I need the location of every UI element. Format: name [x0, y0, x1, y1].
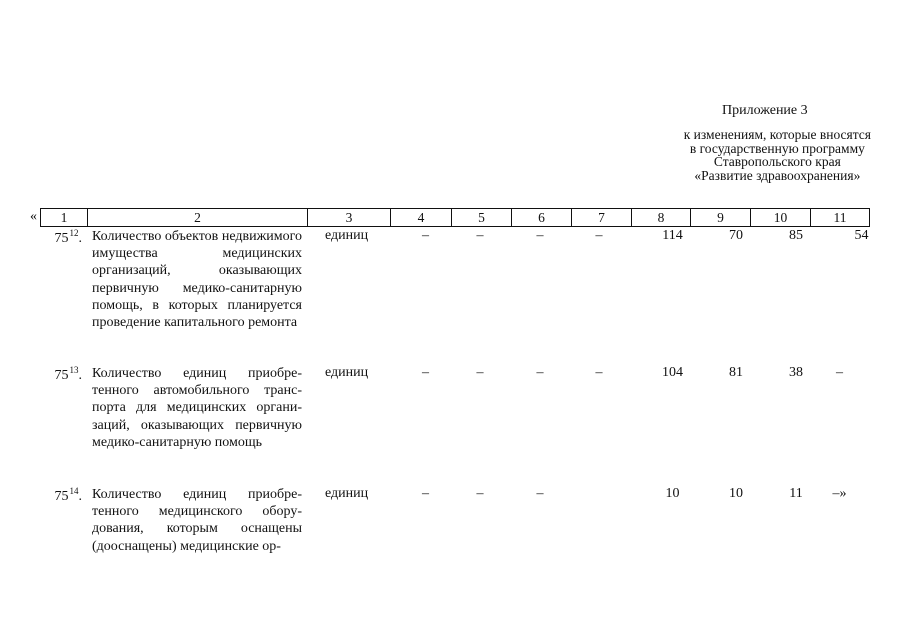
header-cell-1: 1 [60, 210, 68, 225]
row-unit: единиц [325, 365, 369, 380]
row-cell-11: –» [832, 486, 847, 501]
header-cell-7: 7 [571, 209, 631, 226]
row-indicator-name: Количество единиц приобретенного автомобильного транспорта для медицинских организаций, оказывающих первичную медико-санитарную помощь [92, 366, 302, 450]
header-cell-2: 2 [87, 209, 307, 226]
header-cell-5: 5 [451, 209, 511, 226]
row-cell-8: 114 [662, 228, 683, 243]
row-cell-5: – [476, 365, 484, 380]
row-cell-7: – [595, 228, 603, 243]
row-cell-5: – [476, 228, 484, 243]
row-cell-6: – [536, 365, 544, 380]
row-cell-4: – [422, 486, 429, 501]
appendix-line: в государственную программу [689, 140, 865, 156]
table-open-quote: « [30, 209, 37, 224]
row-number: $75^{14}$. [54, 486, 82, 504]
appendix-title: Приложение 3 [722, 103, 808, 118]
row-cell-5: – [476, 486, 484, 501]
row-cell-10: 38 [789, 365, 803, 380]
row-cell-6: – [536, 486, 544, 501]
row-cell-9: 10 [729, 486, 743, 501]
row-indicator-name: Количество объектов недвижимого имущества медицинских организаций, оказывающих первичную медико-санитарную помощь, в которых планируется проведение капитального ремонта [92, 229, 302, 331]
appendix-line: к изменениям, которые вносятся [683, 127, 871, 142]
appendix-line: Ставропольского края [713, 154, 841, 169]
row-cell-8: 104 [662, 365, 683, 380]
row-cell-8: 10 [665, 486, 680, 501]
row-unit: единиц [325, 228, 369, 243]
row-number: $75^{13}$. [54, 365, 82, 383]
header-cell-3: 3 [307, 209, 390, 226]
row-cell-4: – [422, 365, 429, 380]
row-cell-7: – [595, 365, 603, 380]
row-cell-11: – [836, 365, 843, 380]
table-header-row [40, 208, 870, 227]
row-cell-10: 85 [789, 228, 803, 243]
row-cell-4: – [422, 228, 429, 243]
row-cell-9: 70 [729, 228, 743, 243]
header-cell-11: 11 [810, 209, 869, 226]
row-cell-6: – [536, 228, 544, 243]
header-cell-9: 9 [690, 209, 750, 226]
appendix-block [0, 0, 905, 190]
appendix-subtitle [684, 128, 871, 182]
header-cell-6: 6 [511, 209, 571, 226]
row-unit: единиц [325, 486, 369, 501]
row-number: $75^{12}$. [54, 228, 82, 246]
row-cell-11: 54 [854, 228, 869, 243]
header-cell-4: 4 [390, 209, 451, 226]
header-cell-10: 10 [750, 209, 810, 226]
appendix-line: «Развитие здравоохранения» [694, 167, 861, 183]
row-indicator-name: Количество единиц приобретенного медицинского оборудования, которым оснащены (дооснащены) медицинские ор- [92, 487, 302, 554]
row-cell-10: 11 [789, 486, 803, 501]
header-cell-8: 8 [631, 209, 690, 226]
row-cell-9: 81 [729, 365, 743, 380]
